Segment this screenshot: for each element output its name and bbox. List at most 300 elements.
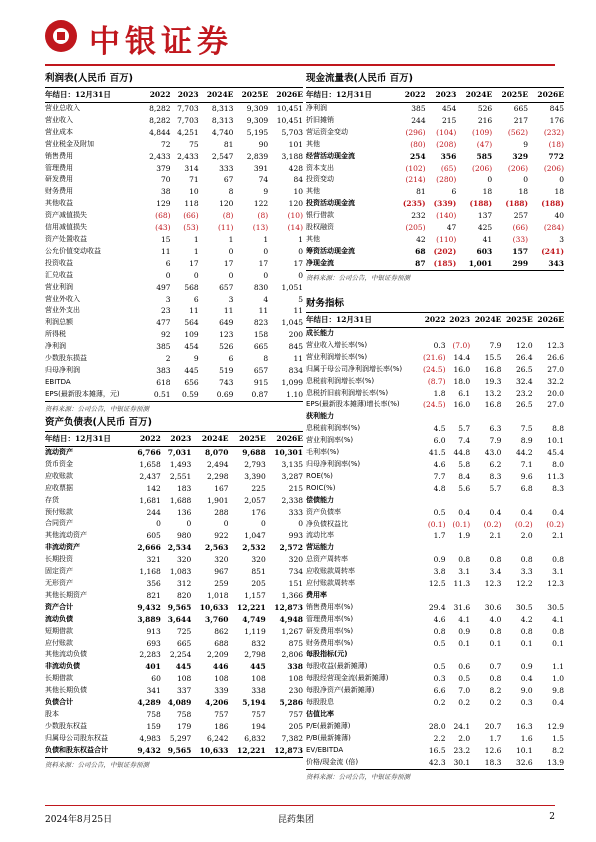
cell-value: 2,534	[167, 543, 192, 553]
cell-value: 8.2	[489, 686, 502, 696]
cell-value: 314	[184, 163, 199, 173]
cell-value: 6	[228, 354, 234, 364]
cell-value: 0	[487, 175, 493, 185]
cell-value: 1.6	[520, 733, 533, 743]
row-label: 营业收入	[45, 115, 73, 124]
cell-value: (0.2)	[514, 519, 533, 529]
cell-value: 7.4	[458, 436, 471, 446]
cell-value: 30.1	[446, 757, 471, 769]
cell-value: 5.7	[489, 483, 502, 493]
cell-value: 18	[518, 187, 529, 197]
cell-value: 0.3	[433, 674, 446, 684]
cell-value: 0.8	[520, 626, 533, 636]
cell-value	[446, 495, 471, 507]
cell-value: 8.2	[552, 745, 564, 755]
cell-value: 8	[228, 187, 234, 197]
table-row	[306, 163, 564, 175]
row-label: 成长能力	[306, 329, 334, 337]
cell-value: 0.8	[433, 626, 446, 636]
cell-value: 821	[146, 590, 161, 600]
header-year: 2025E	[501, 313, 532, 328]
cell-value: 0	[223, 519, 229, 529]
cell-value: 2.0	[520, 531, 533, 541]
cell-value: 356	[146, 578, 161, 588]
cell-value	[470, 495, 501, 507]
cell-value: 0.6	[458, 662, 471, 672]
header-year: 2022	[142, 88, 170, 103]
table-row	[306, 328, 564, 340]
cell-value: 27.0	[547, 364, 564, 374]
source-note: 资料来源：公司公告，中银证券预测	[306, 273, 410, 282]
cell-value: 6.8	[520, 483, 533, 493]
cell-value: 0.59	[171, 389, 199, 401]
cell-value: 120	[219, 199, 234, 209]
cell-value: 0.4	[552, 698, 564, 708]
cell-value	[533, 495, 564, 507]
row-label: 营业外支出	[45, 306, 80, 315]
table-row	[45, 127, 303, 139]
header-label: 年结日：12月31日	[45, 88, 142, 103]
cell-value: 734	[288, 567, 303, 577]
table-row	[306, 638, 564, 650]
cell-value: 13.2	[484, 388, 502, 398]
cell-value: 2,209	[207, 650, 229, 660]
cell-value: 26.6	[547, 352, 564, 362]
cell-value: 254	[409, 151, 426, 161]
cell-value: 244	[146, 507, 161, 517]
cell-value: 1	[298, 234, 303, 244]
row-label: 估值比率	[306, 710, 334, 718]
table-row	[45, 673, 303, 685]
header-label: 年结日：12月31日	[45, 432, 130, 447]
cell-value: 0.9	[433, 555, 446, 565]
cell-value: 11.3	[453, 579, 471, 589]
row-label: 资产负债率	[306, 507, 341, 516]
cell-value: (206)	[472, 163, 493, 173]
cell-value: 2,494	[207, 459, 229, 469]
cell-value	[419, 411, 446, 423]
row-label: 每股收益(最新摊薄)	[306, 662, 368, 671]
cell-value: 875	[288, 638, 303, 648]
table-row	[306, 495, 564, 507]
cell-value: 120	[288, 199, 303, 209]
cell-value: 15.5	[484, 352, 502, 362]
cell-value: 9,432	[137, 602, 161, 612]
cell-value: 176	[549, 115, 564, 125]
cell-value: (202)	[433, 246, 457, 256]
cell-value: 11	[223, 306, 234, 316]
cell-value: 0.3	[433, 340, 446, 350]
cell-value: 18	[554, 187, 564, 197]
cell-value: 30.5	[547, 602, 564, 612]
cell-value: 6.1	[458, 388, 471, 398]
cell-value: 6,766	[137, 448, 161, 457]
cell-value: 6.0	[433, 436, 446, 446]
cell-value: 1,001	[456, 258, 492, 270]
table-row	[306, 174, 564, 186]
header-row	[45, 432, 303, 447]
cell-value: 9,309	[246, 115, 269, 125]
cell-value: 257	[513, 211, 529, 221]
cell-value: 0	[298, 246, 303, 256]
cell-value: 10.1	[515, 745, 533, 755]
bank-of-china-logo	[45, 20, 77, 52]
cell-value: (109)	[472, 127, 493, 137]
cell-value: 92	[161, 330, 171, 340]
cell-value: 10,451	[276, 104, 303, 113]
cell-value: 45.4	[547, 448, 564, 458]
cell-value: 9	[523, 139, 529, 149]
cell-value: 758	[146, 709, 161, 719]
header-year: 2022	[419, 313, 446, 328]
cell-value: 845	[288, 342, 303, 352]
cell-value: 4	[263, 294, 269, 304]
cell-value: (208)	[436, 139, 457, 149]
cell-value: 519	[219, 365, 234, 375]
cell-value: 993	[288, 531, 303, 541]
table-row	[45, 733, 303, 745]
section-title: 现金流量表(人民币 百万)	[306, 70, 564, 88]
cell-value: 6,832	[244, 733, 266, 743]
table-row	[306, 222, 564, 234]
cell-value: 101	[288, 139, 303, 149]
cell-value: 3,135	[281, 459, 303, 469]
cell-value: 11	[161, 246, 171, 256]
cell-value	[501, 542, 532, 554]
row-label: 营运资金变动	[306, 127, 348, 136]
table-row	[45, 518, 303, 530]
cell-value: 136	[176, 507, 192, 517]
cell-value: 0	[559, 175, 564, 185]
cell-value: 2.1	[489, 531, 502, 541]
cell-value: (188)	[505, 199, 529, 209]
cell-value: (232)	[543, 127, 564, 137]
cell-value: 0.9	[458, 626, 471, 636]
cell-value: 194	[251, 721, 266, 731]
cell-value: 6,242	[207, 733, 229, 743]
row-label: 价格/现金流 (倍)	[306, 757, 419, 769]
cell-value: 18	[482, 187, 493, 197]
cell-value: 28.0	[428, 721, 446, 731]
table-row	[45, 353, 303, 365]
header-year: 2023	[171, 88, 199, 103]
row-label: 投资变动	[306, 175, 334, 184]
cell-value: 913	[146, 626, 161, 636]
cell-value	[470, 411, 501, 423]
cell-value: (241)	[541, 246, 564, 256]
row-label: P/B(最新摊薄)	[306, 733, 351, 742]
cell-value: (205)	[405, 223, 426, 233]
cell-value: 72	[161, 139, 171, 149]
table-row	[45, 210, 303, 222]
cell-value: (66)	[512, 223, 529, 233]
row-label: 每股指标(元)	[306, 650, 348, 659]
cell-value: 176	[251, 507, 266, 517]
cell-value: 2,057	[244, 495, 266, 505]
header-year: 2024E	[456, 88, 492, 103]
row-label: 销售费用率(%)	[306, 602, 354, 611]
cell-value: 4,089	[167, 698, 192, 708]
cell-value: 568	[184, 282, 199, 292]
cell-value: 16.8	[484, 364, 502, 374]
cell-value: 43.0	[484, 448, 502, 458]
table-row	[45, 507, 303, 519]
table-row	[45, 709, 303, 721]
cell-value: 9,565	[161, 745, 191, 757]
row-label: 流动负债	[45, 614, 73, 623]
cell-value: 0.4	[520, 674, 533, 684]
cell-value: 0.2	[458, 698, 471, 708]
row-label: 其他	[306, 139, 320, 148]
cell-value: (0.2)	[483, 519, 502, 529]
cell-value: (206)	[543, 163, 564, 173]
cell-value: 11	[293, 354, 303, 364]
page-header	[45, 20, 555, 70]
cell-value: 0.87	[233, 389, 268, 401]
cell-value: 383	[156, 365, 171, 375]
table-row	[306, 459, 564, 471]
cell-value: 158	[253, 330, 269, 340]
cell-value: 60	[151, 674, 161, 684]
table-row	[306, 578, 564, 590]
cell-value: 7.7	[433, 471, 446, 481]
row-label: P/E(最新摊薄)	[306, 721, 351, 730]
cell-value: 108	[288, 674, 303, 684]
cell-value: 10.1	[547, 436, 564, 446]
cell-value: 1,901	[207, 495, 229, 505]
cell-value	[446, 709, 471, 721]
cell-value: 12,221	[237, 602, 266, 612]
cell-value: (296)	[405, 127, 426, 137]
cell-value: 5.8	[458, 459, 471, 469]
cell-value: 1,267	[281, 626, 303, 636]
header-year: 2024E	[199, 88, 234, 103]
cell-value: 320	[251, 555, 266, 565]
header-year: 2025E	[229, 432, 266, 447]
cell-value	[446, 411, 471, 423]
cashflow-table	[306, 88, 564, 271]
cell-value: 8.3	[489, 471, 502, 481]
cell-value: 0	[523, 175, 529, 185]
ratios-section	[306, 295, 564, 781]
cell-value: 3	[165, 294, 171, 304]
cell-value: 3,760	[205, 614, 229, 624]
cell-value: 4,844	[149, 127, 171, 137]
row-label: 货币资金	[45, 459, 73, 468]
table-row	[45, 459, 303, 471]
footer-company: 昆药集团	[278, 815, 315, 825]
cell-value: 137	[477, 211, 493, 221]
cell-value: 0	[298, 270, 303, 280]
cell-value: (185)	[426, 258, 457, 270]
cell-value: 70	[161, 175, 171, 185]
cell-value: 6.3	[489, 424, 502, 434]
row-label: 其他长期资产	[45, 590, 87, 599]
cell-value: 7.9	[489, 436, 502, 446]
header-year: 2026E	[266, 432, 303, 447]
cell-value: (188)	[469, 199, 493, 209]
cell-value: 0	[263, 270, 269, 280]
cell-value: 4.1	[458, 614, 471, 624]
section-title: 财务指标	[306, 295, 564, 313]
cell-value: 12.3	[547, 340, 564, 350]
cell-value: 3,287	[281, 471, 303, 481]
row-label: 毛利率(%)	[306, 448, 340, 457]
ratios-table	[306, 313, 564, 770]
table-row	[306, 127, 564, 139]
cell-value: 108	[251, 674, 266, 684]
table-row	[306, 721, 564, 733]
cell-value: 1,168	[139, 567, 161, 577]
cell-value: 0.8	[520, 555, 533, 565]
row-label: 非流动负债	[45, 662, 80, 671]
cell-value: 3.1	[458, 567, 471, 577]
cell-value: 603	[476, 246, 493, 256]
cell-value: 32.6	[501, 757, 532, 769]
cell-value: 3.4	[489, 567, 502, 577]
header-year: 2023	[161, 432, 191, 447]
cell-value: 12,873	[274, 602, 303, 612]
row-label: 长期借款	[45, 674, 73, 683]
cell-value: 526	[477, 104, 493, 113]
cell-value: 11.3	[547, 471, 564, 481]
cell-value: 338	[287, 662, 303, 672]
cell-value: 9.6	[520, 471, 533, 481]
cell-value: 2.1	[552, 531, 564, 541]
cell-value: 0	[165, 270, 171, 280]
table-row	[306, 246, 564, 258]
cell-value: 8,282	[149, 104, 171, 113]
cell-value: 2.2	[433, 733, 446, 743]
cell-value: 656	[184, 377, 199, 387]
cell-value: 2,532	[242, 543, 266, 553]
cell-value	[470, 709, 501, 721]
balance-sheet-section	[45, 414, 303, 769]
cell-value: 820	[176, 590, 192, 600]
cell-value: 30.5	[515, 602, 533, 612]
table-row	[45, 151, 303, 163]
table-row	[306, 423, 564, 435]
table-row	[306, 590, 564, 602]
table-row	[306, 626, 564, 638]
cell-value: 10,301	[274, 448, 303, 457]
cell-value: (11)	[218, 223, 234, 233]
table-row	[45, 447, 303, 459]
income-statement-section	[45, 70, 303, 413]
cell-value	[446, 649, 471, 661]
table-row	[306, 210, 564, 222]
row-label: 预付账款	[45, 507, 73, 516]
cell-value: 17	[223, 258, 234, 268]
row-label: 其他流动负债	[45, 650, 87, 659]
cell-value: 2,551	[169, 471, 192, 481]
cell-value: 38	[161, 187, 171, 197]
row-label: 投资活动现金流	[306, 199, 355, 208]
cell-value: 3,390	[244, 471, 266, 481]
cell-value: 0.1	[489, 638, 502, 648]
cell-value: 3.8	[433, 567, 446, 577]
table-row	[45, 186, 303, 198]
cell-value: 18.0	[453, 376, 471, 386]
cell-value: 605	[146, 531, 161, 541]
cashflow-section	[306, 70, 564, 282]
cell-value: 4,251	[177, 127, 199, 137]
header-row	[306, 88, 564, 103]
cell-value: 84	[293, 175, 303, 185]
cell-value: 17	[258, 258, 269, 268]
cell-value: 230	[288, 686, 303, 696]
table-row	[306, 519, 564, 531]
cell-value: 5,194	[242, 698, 266, 708]
cell-value: 205	[251, 578, 266, 588]
table-row	[306, 614, 564, 626]
row-label: 每股股息	[306, 698, 334, 707]
table-row	[45, 198, 303, 210]
cell-value: 8.3	[552, 483, 564, 493]
cell-value: (21.6)	[423, 352, 446, 362]
row-label: 流动资产	[45, 448, 73, 456]
row-label: 筹资活动现金流	[306, 246, 355, 255]
cell-value: 216	[477, 115, 493, 125]
table-row	[45, 530, 303, 542]
row-label: 公允价值变动收益	[45, 246, 101, 255]
row-label: EPS(最新股本摊薄，元)	[45, 389, 142, 401]
cell-value: (8)	[257, 211, 269, 221]
cell-value: (0.2)	[546, 519, 564, 529]
table-row	[306, 685, 564, 697]
cell-value: 81	[416, 187, 426, 197]
cell-value: 758	[176, 709, 192, 719]
cell-value: 385	[411, 104, 426, 113]
table-row	[306, 673, 564, 685]
cell-value: 16.0	[453, 400, 471, 410]
cell-value	[533, 542, 564, 554]
cell-value: 1.10	[268, 389, 303, 401]
cell-value: 20.0	[547, 388, 564, 398]
table-row	[306, 151, 564, 163]
cell-value: 1,658	[139, 459, 161, 469]
cell-value: 845	[549, 104, 564, 113]
cell-value	[533, 411, 564, 423]
table-row	[306, 757, 564, 769]
cell-value: 1,099	[281, 377, 303, 387]
cell-value: 1,493	[169, 459, 192, 469]
cell-value: 4.1	[552, 614, 564, 624]
cell-value	[470, 649, 501, 661]
cell-value: 7,031	[167, 448, 192, 457]
cell-value: 68	[415, 246, 426, 256]
table-row	[45, 163, 303, 175]
cell-value: (562)	[507, 127, 529, 137]
table-row	[306, 340, 564, 352]
table-row	[45, 317, 303, 329]
cell-value: 20.7	[484, 721, 502, 731]
cell-value: 665	[253, 342, 269, 352]
row-label: 其他	[306, 234, 320, 243]
cell-value: 8.0	[552, 459, 564, 469]
row-label: 应收账款周转率	[306, 567, 355, 576]
row-label: ROE(%)	[306, 471, 333, 480]
cell-value: 9,565	[167, 602, 192, 612]
cell-value: 4,740	[211, 127, 234, 137]
table-row	[45, 139, 303, 151]
cell-value: 2,338	[281, 495, 303, 505]
cell-value: 32.4	[515, 376, 533, 386]
cell-value: 830	[253, 282, 269, 292]
cell-value: 12.3	[547, 579, 564, 589]
cell-value: 915	[253, 377, 269, 387]
section-title: 利润表(人民币 百万)	[45, 70, 303, 88]
